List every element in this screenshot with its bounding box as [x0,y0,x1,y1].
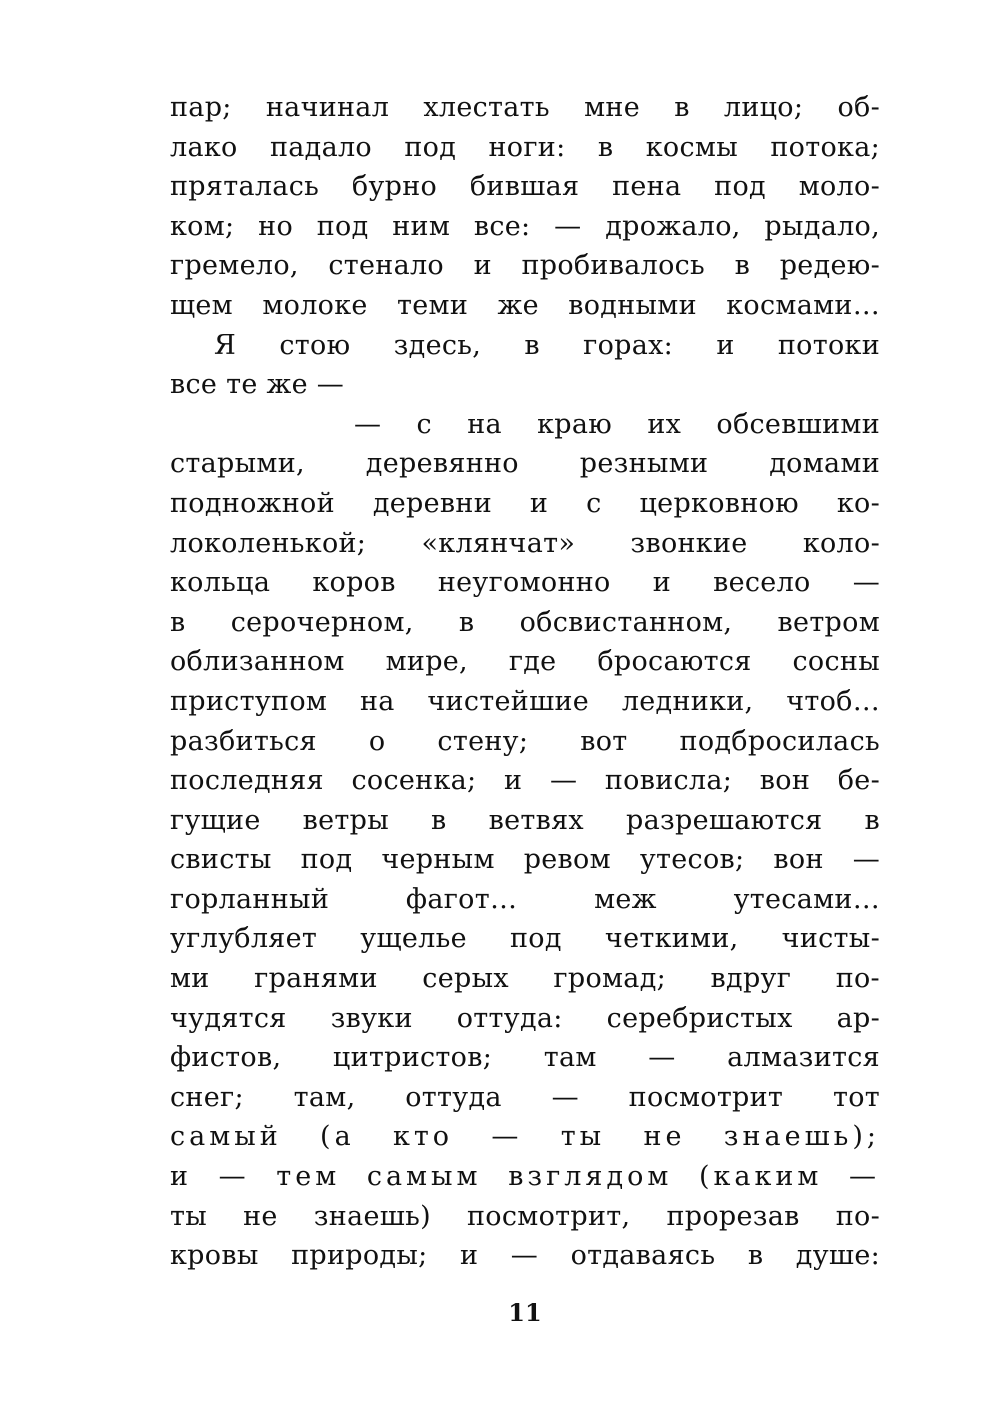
text-line: кровы природы; и — отдаваясь в душе: [170,1240,880,1272]
text-line: лако падало под ноги: в космы потока; [170,131,880,163]
text-line: ком; но под ним все: — дрожало, рыдало, [170,210,880,242]
page-text [170,88,880,1276]
text-line: последняя сосенка; и — повисла; вон бе- [170,765,880,797]
text-line: подножной деревни и с церковною ко- [170,487,880,519]
text-line: все те же — [170,369,345,401]
text-line: щем молоке теми же водными космами… [170,289,880,321]
text-line: разбиться о стену; вот подбросилась [170,725,880,757]
text-line: чудятся звуки оттуда: серебристых ар- [170,1002,880,1034]
text-line: ми гранями серых громад; вдруг по- [170,963,880,995]
text-line: снег; там, оттуда — посмотрит тот [170,1081,880,1113]
text-line: Я стою здесь, в горах: и потоки [214,329,880,361]
text-line: пряталась бурно бившая пена под моло- [170,171,880,203]
text-line: и — тем самым взглядом (каким — [170,1161,880,1193]
text-line: свисты под черным ревом утесов; вон — [170,844,880,876]
text-line: горланный фагот… меж утесами… [170,883,880,915]
text-line: гущие ветры в ветвях разрешаются в [170,804,880,836]
text-line: кольца коров неугомонно и весело — [170,567,880,599]
text-line: локоленькой; «клянчат» звонкие коло- [170,527,880,559]
text-line: — с на краю их обсевшими [354,408,880,440]
text-line: ты не знаешь) посмотрит, прорезав по- [170,1200,880,1232]
text-line: углубляет ущелье под четкими, чисты- [170,923,880,955]
text-line: старыми, деревянно резными домами [170,448,880,480]
text-line: самый (а кто — ты не знаешь); [170,1121,880,1153]
text-line: в серочерном, в обсвистанном, ветром [170,606,880,638]
text-line: приступом на чистейшие ледники, чтоб… [170,685,880,717]
text-line: пар; начинал хлестать мне в лицо; об- [170,92,880,123]
page-number: 11 [508,1298,542,1327]
text-line: фистов, цитристов; там — алмазится [170,1042,880,1074]
text-line: облизанном мире, где бросаются сосны [170,646,880,678]
text-line: гремело, стенало и пробивалось в редею- [170,250,880,282]
